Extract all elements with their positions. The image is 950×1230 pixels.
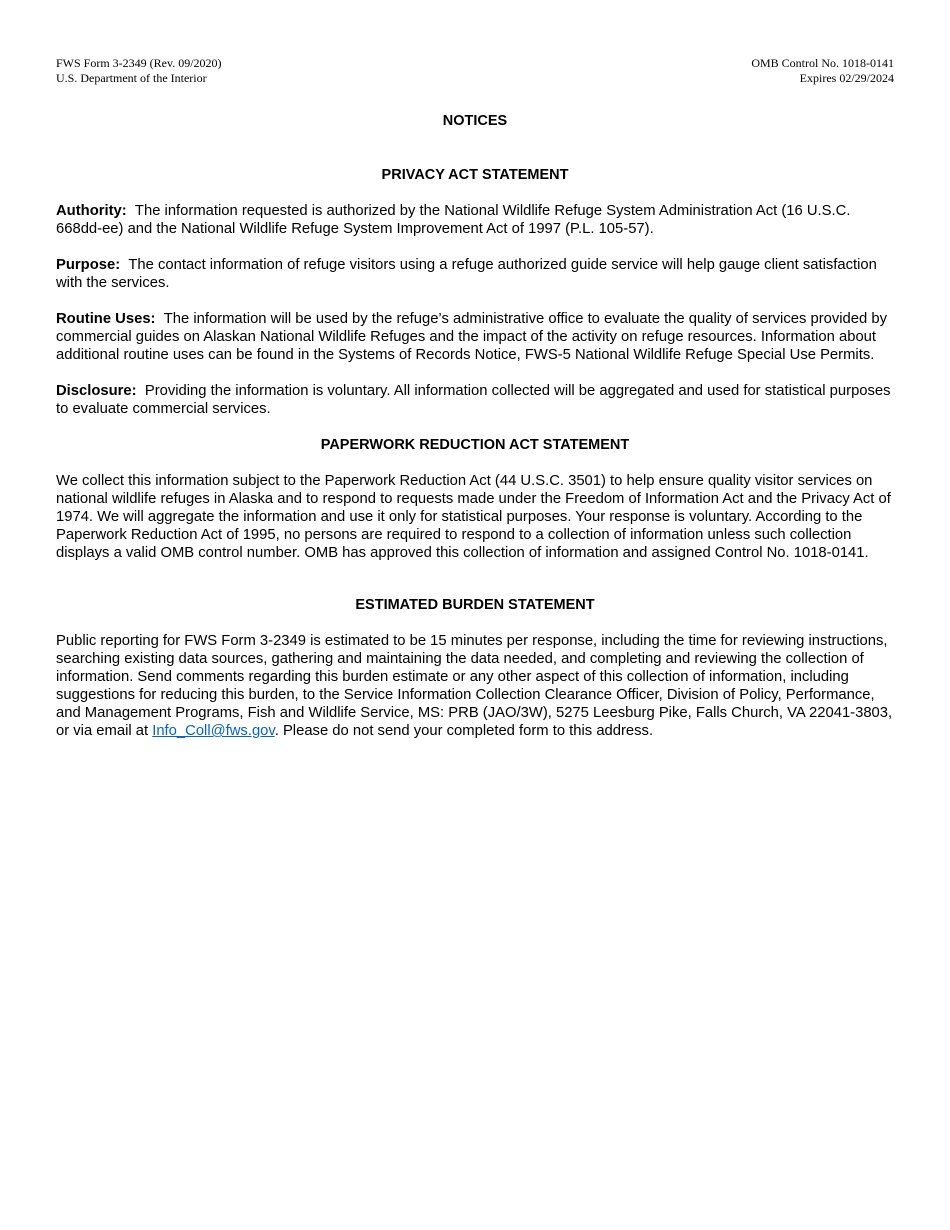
authority-label: Authority:: [56, 203, 127, 219]
email-link[interactable]: Info_Coll@fws.gov: [152, 723, 275, 739]
notices-title: NOTICES: [442, 113, 508, 129]
burden-text-after: . Please do not send your completed form to this address.: [274, 723, 654, 739]
routine-uses-text: The information will be used by the refuge’s administrative office to evaluate the quality of services provided by commercial guides on Alaskan National Wildlife Refuges and the impact of the activity on refuge resources. Information about additional routine uses can be found in the Systems of Records Notice, FWS-5 National Wildlife Refuge Special Use Permits.: [56, 311, 887, 363]
authority-paragraph: [56, 202, 894, 238]
expiration-date: Expires 02/29/2024: [799, 70, 894, 85]
burden-text-before: Public reporting for FWS Form 3-2349 is estimated to be 15 minutes per response, including the time for reviewing instructions, searching existing data sources, gathering and maintaining the data needed, and completing and reviewing the collection of information. Send comments regarding this burden estimate or any other aspect of this collection of information, including suggestions for reducing this burden, to the Service Information Collection Clearance Officer, Division of Policy, Performance, and Management Programs, Fish and Wildlife Service, MS: PRB (JAO/3W), 5275 Leesburg Pike, Falls Church, VA 22041-3803, or via email at: [56, 633, 893, 739]
purpose-label: Purpose:: [56, 257, 121, 273]
disclosure-label: Disclosure:: [56, 383, 137, 399]
disclosure-paragraph: [56, 382, 894, 418]
form-header-right: [751, 56, 894, 85]
routine-uses-label: Routine Uses:: [56, 311, 156, 327]
omb-control-number: OMB Control No. 1018-0141: [751, 56, 894, 70]
form-number: FWS Form 3-2349 (Rev. 09/2020): [56, 56, 222, 70]
department-name: U.S. Department of the Interior: [56, 70, 207, 85]
paperwork-reduction-paragraph: We collect this information subject to the Paperwork Reduction Act (44 U.S.C. 3501) to help ensure quality visitor services on national wildlife refuges in Alaska and to respond to requests made under the Freedom of Information Act and the Privacy Act of 1974. We will aggregate the information and use it only for statistical purposes. Your response is voluntary. According to the Paperwork Reduction Act of 1995, no persons are required to respond to a collection of information unless such collection displays a valid OMB control number. OMB has approved this collection of information and assigned Control No. 1018-0141.: [56, 473, 891, 561]
purpose-text: The contact information of refuge visitors using a refuge authorized guide service will help gauge client satisfaction with the services.: [56, 257, 877, 291]
form-header: [56, 56, 894, 86]
routine-uses-paragraph: [56, 310, 894, 364]
purpose-paragraph: [56, 256, 894, 292]
notices-page: [56, 56, 894, 740]
disclosure-text: Providing the information is voluntary. All information collected will be aggregated and used for statistical purposes to evaluate commercial services.: [56, 383, 891, 417]
burden-statement-paragraph: [56, 632, 894, 740]
authority-text: The information requested is authorized by the National Wildlife Refuge System Administration Act (16 U.S.C. 668dd-ee) and the National Wildlife Refuge System Improvement Act of 1997 (P.L. 105-57).: [56, 203, 851, 237]
burden-statement-title: ESTIMATED BURDEN STATEMENT: [355, 597, 595, 613]
form-header-left: [56, 56, 222, 85]
paperwork-reduction-title: PAPERWORK REDUCTION ACT STATEMENT: [320, 437, 630, 453]
privacy-act-title: PRIVACY ACT STATEMENT: [381, 167, 569, 183]
